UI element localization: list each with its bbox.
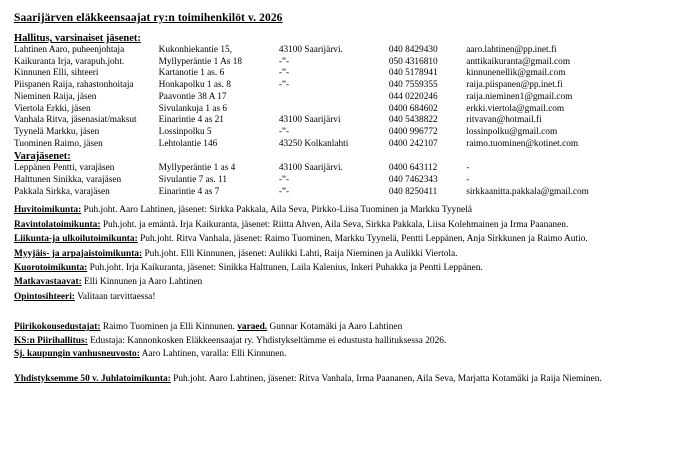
member-city: -”- xyxy=(278,80,290,91)
member-phone: 050 4316810 xyxy=(388,56,438,67)
member-address: Lehtolantie 146 xyxy=(158,138,218,149)
member-address: Honkapolku 1 as. 8 xyxy=(158,80,231,91)
table-row xyxy=(14,187,670,199)
table-row xyxy=(14,115,670,127)
committee-text: Elli Kinnunen ja Aaro Lahtinen xyxy=(81,277,203,288)
committee-text: Puh.joht. Aaro Lahtinen, jäsenet: Sirkka Pakkala, Aila Seva, Pirkko-Liisa Tuominen ja Markku Tyynelä xyxy=(81,205,472,216)
committee-entry xyxy=(14,292,670,304)
member-phone: 040 8429430 xyxy=(388,45,438,55)
member-phone: 044 0220246 xyxy=(388,91,438,102)
table-row xyxy=(14,80,670,92)
table-row xyxy=(14,45,670,57)
member-city: -”- xyxy=(278,56,290,67)
representative-text-2: Gunnar Kotamäki ja Aaro Lahtinen xyxy=(267,322,403,333)
table-row xyxy=(14,92,670,104)
anniversary-text: Puh.joht. Aaro Lahtinen, jäsenet: Ritva Vanhala, Irma Paananen, Aila Seva, Marjatta Kotamäki ja Raija Nieminen. xyxy=(170,373,602,384)
member-email: ritvavan@hotmail.fi xyxy=(466,115,542,126)
table-row xyxy=(14,139,670,151)
member-city: 43100 Saarijärvi xyxy=(278,115,341,126)
anniversary-block xyxy=(14,374,670,386)
member-name: Leppänen Pentti, varajäsen xyxy=(14,163,115,174)
spacer xyxy=(14,306,670,315)
member-email: erkki.viertola@gmail.com xyxy=(466,103,565,114)
deputies-heading: Varajäsenet: xyxy=(14,151,71,163)
representative-entry xyxy=(14,336,670,348)
member-phone: 0400 643112 xyxy=(388,163,438,174)
representative-entry xyxy=(14,322,670,334)
member-phone: 040 8250411 xyxy=(388,186,438,197)
representative-label: KS:n Piirihallitus: xyxy=(14,335,88,346)
member-name: Tyynelä Markku, jäsen xyxy=(14,126,100,137)
member-city: -”- xyxy=(278,68,290,79)
representative-text: Edustaja: Kannonkosken Eläkkeensaajat ry. Yhdistykseltämme ei edustusta hallituksessa 2026. xyxy=(87,335,447,346)
committee-text: Puh.joht. ja emäntä. Irja Kaikuranta, jäsenet: Riitta Ahven, Aila Seva, Sirkka Pakkala, Liisa Kolehmainen ja Irma Paananen. xyxy=(100,219,569,230)
committee-entry xyxy=(14,220,670,232)
member-city: -”- xyxy=(278,126,290,137)
member-address: Paavontie 38 A 17 xyxy=(158,91,227,102)
committee-label: Matkavastaavat: xyxy=(14,277,82,288)
member-name: Vanhala Ritva, jäsenasiat/maksut xyxy=(14,115,137,126)
committee-label: Opintosihteeri: xyxy=(14,291,75,302)
member-name: Viertola Erkki, jäsen xyxy=(14,103,91,114)
committee-text: Puh.joht. Irja Kaikuranta, jäsenet: Sinikka Halttunen, Laila Kalenius, Inkeri Puhakka ja Pentti Leppänen. xyxy=(87,263,483,274)
member-phone: 0400 996772 xyxy=(388,126,438,137)
member-address: Einarintie 4 as 7 xyxy=(158,186,220,197)
member-phone: 040 5178941 xyxy=(388,68,438,79)
member-address: Myllyperäntie 1 As 18 xyxy=(158,56,243,67)
member-city: -”- xyxy=(278,175,290,186)
member-name: Tuominen Raimo, jäsen xyxy=(14,138,103,149)
member-city: 43250 Kolkanlahti xyxy=(278,138,349,149)
table-row xyxy=(14,163,670,175)
member-phone: 0400 684602 xyxy=(388,103,438,114)
representative-label: Sj. kaupungin vanhusneuvosto: xyxy=(14,349,140,360)
member-name: Halttunen Sinikka, varajäsen xyxy=(14,175,122,186)
representative-text: Aaro Lahtinen, varalla: Elli Kinnunen. xyxy=(139,349,287,360)
representative-entry xyxy=(14,349,670,361)
member-email: raija.nieminen1@gmail.com xyxy=(466,91,573,102)
member-address: Kartanotie 1 as. 6 xyxy=(158,68,225,79)
committee-text: Puh.joht. Ritva Vanhala, jäsenet: Raimo Tuominen, Markku Tyynelä, Pentti Leppänen, Anja Sirkkunen ja Raimo Autio. xyxy=(137,234,588,245)
member-city xyxy=(279,92,389,104)
anniversary-label: Yhdistyksemme 50 v. Juhlatoimikunta: xyxy=(14,373,171,384)
committee-label: Myyjäis- ja arpajaistoimikunta: xyxy=(14,248,143,259)
member-city: 43100 Saarijärvi. xyxy=(278,45,343,55)
committee-text: Puh.joht. Elli Kinnunen, jäsenet: Aulikki Lahti, Raija Nieminen ja Aulikki Viertola. xyxy=(142,248,458,259)
member-name: Kaikuranta Irja, varapuh.joht. xyxy=(14,56,125,67)
committee-entry xyxy=(14,205,670,217)
member-city: -”- xyxy=(278,186,290,197)
page-title: Saarijärven eläkkeensaajat ry:n toimihenkilöt v. 2026 xyxy=(14,12,283,24)
member-name: Lahtinen Aaro, puheenjohtaja xyxy=(14,45,125,55)
member-address: Einarintie 4 as 21 xyxy=(158,115,224,126)
representative-text: Raimo Tuominen ja Elli Kinnunen. xyxy=(100,322,238,333)
committees-block xyxy=(14,205,670,303)
member-name: Piispanen Raija, rahastonhoitaja xyxy=(14,80,134,91)
representative-label-2: varaed. xyxy=(237,322,268,333)
member-name: Nieminen Raija, jäsen xyxy=(14,91,97,102)
committee-label: Huvitoimikunta: xyxy=(14,205,82,216)
member-email: lossinpolku@gmail.com xyxy=(466,126,558,137)
member-city xyxy=(279,104,389,116)
member-phone: 040 7559355 xyxy=(388,80,438,91)
committee-entry xyxy=(14,263,670,275)
representatives-block xyxy=(14,322,670,361)
committee-text: Valitaan tarvittaessa! xyxy=(74,291,156,302)
member-email: raija.piispanen@pp.inet.fi xyxy=(466,80,563,91)
committee-label: Kuorotoimikunta: xyxy=(14,263,88,274)
member-address: Myllyperäntie 1 as 4 xyxy=(158,163,236,174)
committee-entry xyxy=(14,277,670,289)
anniversary-entry xyxy=(14,374,670,386)
committee-entry xyxy=(14,249,670,261)
member-city: 43100 Saarijärvi. xyxy=(278,163,343,174)
member-email: - xyxy=(466,163,470,174)
deputy-members-body xyxy=(14,163,670,198)
member-email: sirkkaanitta.pakkala@gmail.com xyxy=(466,186,589,197)
spacer xyxy=(14,363,670,374)
member-email: anttikaikuranta@gmail.com xyxy=(466,56,571,67)
member-address: Kukonhiekantie 15, xyxy=(158,45,232,55)
member-phone: 040 5438822 xyxy=(388,115,438,126)
board-heading: Hallitus, varsinaiset jäsenet: xyxy=(14,33,141,44)
table-row xyxy=(14,104,670,116)
table-row xyxy=(14,57,670,69)
committee-label: Liikunta-ja ulkoilutoimikunta: xyxy=(14,234,138,245)
member-phone: 040 7462343 xyxy=(388,175,438,186)
member-email: - xyxy=(466,175,470,186)
table-row xyxy=(14,68,670,80)
committee-entry xyxy=(14,234,670,246)
representative-label: Piirikokousedustajat: xyxy=(14,322,101,333)
member-address: Sivulankuja 1 as 6 xyxy=(158,103,228,114)
member-name: Pakkala Sirkka, varajäsen xyxy=(14,186,110,197)
member-address: Lossinpolku 5 xyxy=(158,126,212,137)
member-name: Kinnunen Elli, sihteeri xyxy=(14,68,99,79)
table-row xyxy=(14,175,670,187)
member-email: aaro.lahtinen@pp.inet.fi xyxy=(466,45,557,55)
member-email: kinnunenellik@gmail.com xyxy=(466,68,566,79)
member-address: Sivulantie 7 as. 11 xyxy=(158,175,227,186)
table-row xyxy=(14,127,670,139)
member-phone: 0400 242107 xyxy=(388,138,438,149)
member-email: raimo.tuominen@kotinet.com xyxy=(466,138,579,149)
board-members-body xyxy=(14,45,670,150)
board-members-table xyxy=(14,45,670,150)
committee-label: Ravintolatoimikunta: xyxy=(14,219,101,230)
deputy-members-table xyxy=(14,163,670,198)
